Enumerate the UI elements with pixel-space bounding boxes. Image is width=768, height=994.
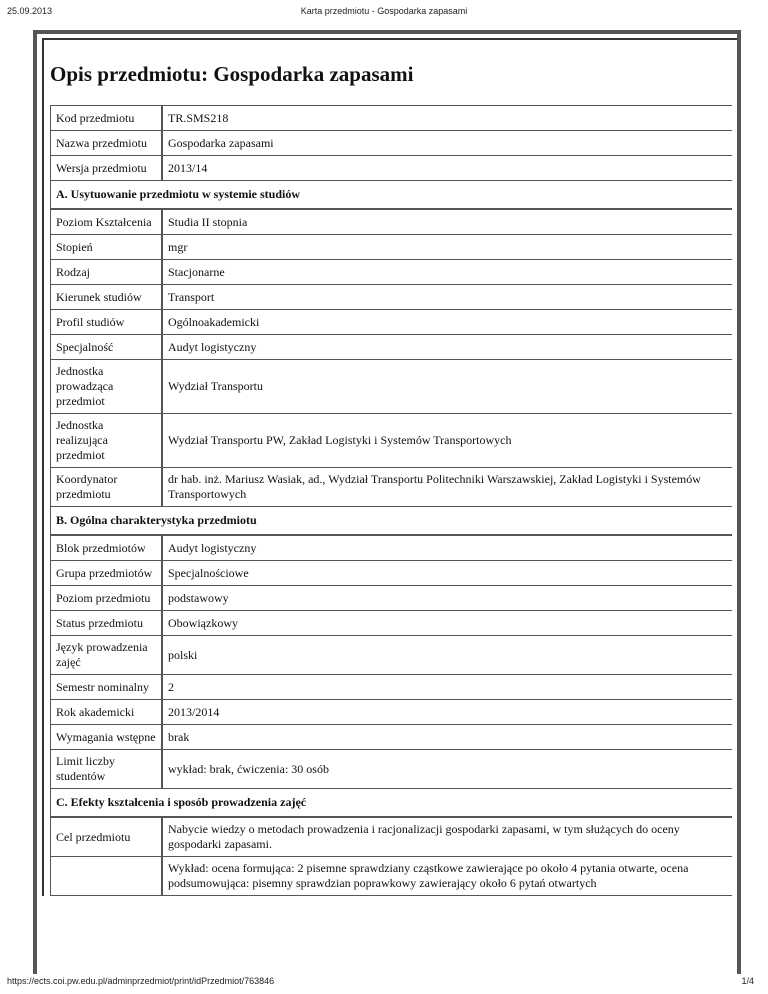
row-label: Semestr nominalny — [51, 675, 163, 700]
row-label: Wersja przedmiotu — [51, 156, 163, 181]
table-row — [51, 235, 733, 260]
row-label: Cel przedmiotu — [51, 817, 163, 857]
row-value: wykład: brak, ćwiczenia: 30 osób — [162, 750, 732, 789]
row-label: Jednostka prowadząca przedmiot — [51, 360, 163, 414]
print-title: Karta przedmiotu - Gospodarka zapasami — [300, 6, 468, 16]
document-content — [42, 38, 737, 896]
section-header-b — [51, 507, 733, 536]
row-value: TR.SMS218 — [162, 106, 732, 131]
table-row — [51, 260, 733, 285]
row-value: Audyt logistyczny — [162, 335, 732, 360]
table-row — [51, 586, 733, 611]
row-label — [51, 857, 163, 896]
table-row — [51, 209, 733, 235]
row-value: Obowiązkowy — [162, 611, 732, 636]
row-value: Ogólnoakademicki — [162, 310, 732, 335]
table-row — [51, 561, 733, 586]
section-title: B. Ogólna charakterystyka przedmiotu — [51, 507, 733, 536]
row-label: Nazwa przedmiotu — [51, 131, 163, 156]
row-value: Wykład: ocena formująca: 2 pisemne sprawdziany cząstkowe zawierające po około 4 pytania otwarte, ocena podsumowująca: pisemny sprawdzian poprawkowy zawierający około 6 pytań otwartych — [162, 857, 732, 896]
table-row — [51, 857, 733, 896]
document-frame — [33, 30, 741, 974]
row-label: Profil studiów — [51, 310, 163, 335]
table-row — [51, 675, 733, 700]
row-label: Język prowadzenia zajęć — [51, 636, 163, 675]
section-header-c — [51, 789, 733, 818]
table-row — [51, 131, 733, 156]
row-label: Status przedmiotu — [51, 611, 163, 636]
row-value: Stacjonarne — [162, 260, 732, 285]
row-value: polski — [162, 636, 732, 675]
row-value: Wydział Transportu — [162, 360, 732, 414]
row-label: Jednostka realizująca przedmiot — [51, 414, 163, 468]
section-header-a — [51, 181, 733, 210]
row-value: brak — [162, 725, 732, 750]
course-table — [50, 105, 732, 896]
row-label: Poziom Kształcenia — [51, 209, 163, 235]
section-title: C. Efekty kształcenia i sposób prowadzenia zajęć — [51, 789, 733, 818]
table-row — [51, 360, 733, 414]
row-value: dr hab. inż. Mariusz Wasiak, ad., Wydział Transportu Politechniki Warszawskiej, Zakład Logistyki i Systemów Transportowych — [162, 468, 732, 507]
row-value: Gospodarka zapasami — [162, 131, 732, 156]
print-url: https://ects.coi.pw.edu.pl/adminprzedmiot/print/idPrzedmiot/763846 — [7, 976, 275, 986]
row-label: Grupa przedmiotów — [51, 561, 163, 586]
row-label: Koordynator przedmiotu — [51, 468, 163, 507]
table-row — [51, 335, 733, 360]
row-label: Specjalność — [51, 335, 163, 360]
table-row — [51, 817, 733, 857]
row-label: Rok akademicki — [51, 700, 163, 725]
table-row — [51, 750, 733, 789]
print-footer — [0, 974, 768, 994]
row-label: Rodzaj — [51, 260, 163, 285]
table-row — [51, 535, 733, 561]
table-row — [51, 414, 733, 468]
row-value: Nabycie wiedzy o metodach prowadzenia i racjonalizacji gospodarki zapasami, w tym służących do oceny gospodarki zapasami. — [162, 817, 732, 857]
row-value: Studia II stopnia — [162, 209, 732, 235]
row-value: mgr — [162, 235, 732, 260]
row-label: Limit liczby studentów — [51, 750, 163, 789]
table-row — [51, 106, 733, 131]
print-header — [0, 0, 768, 20]
row-label: Kod przedmiotu — [51, 106, 163, 131]
table-row — [51, 156, 733, 181]
table-row — [51, 310, 733, 335]
row-value: 2013/2014 — [162, 700, 732, 725]
page-title: Opis przedmiotu: Gospodarka zapasami — [50, 62, 414, 86]
row-value: Specjalnościowe — [162, 561, 732, 586]
table-row — [51, 700, 733, 725]
table-row — [51, 636, 733, 675]
row-value: 2013/14 — [162, 156, 732, 181]
table-row — [51, 725, 733, 750]
section-title: A. Usytuowanie przedmiotu w systemie studiów — [51, 181, 733, 210]
row-value: podstawowy — [162, 586, 732, 611]
row-label: Stopień — [51, 235, 163, 260]
row-value: Wydział Transportu PW, Zakład Logistyki i Systemów Transportowych — [162, 414, 732, 468]
table-row — [51, 468, 733, 507]
table-row — [51, 611, 733, 636]
table-row — [51, 285, 733, 310]
row-value: 2 — [162, 675, 732, 700]
row-value: Transport — [162, 285, 732, 310]
row-label: Poziom przedmiotu — [51, 586, 163, 611]
print-date: 25.09.2013 — [7, 6, 53, 16]
row-label: Wymagania wstępne — [51, 725, 163, 750]
page-number: 1/4 — [741, 976, 754, 986]
row-label: Kierunek studiów — [51, 285, 163, 310]
row-value: Audyt logistyczny — [162, 535, 732, 561]
row-label: Blok przedmiotów — [51, 535, 163, 561]
